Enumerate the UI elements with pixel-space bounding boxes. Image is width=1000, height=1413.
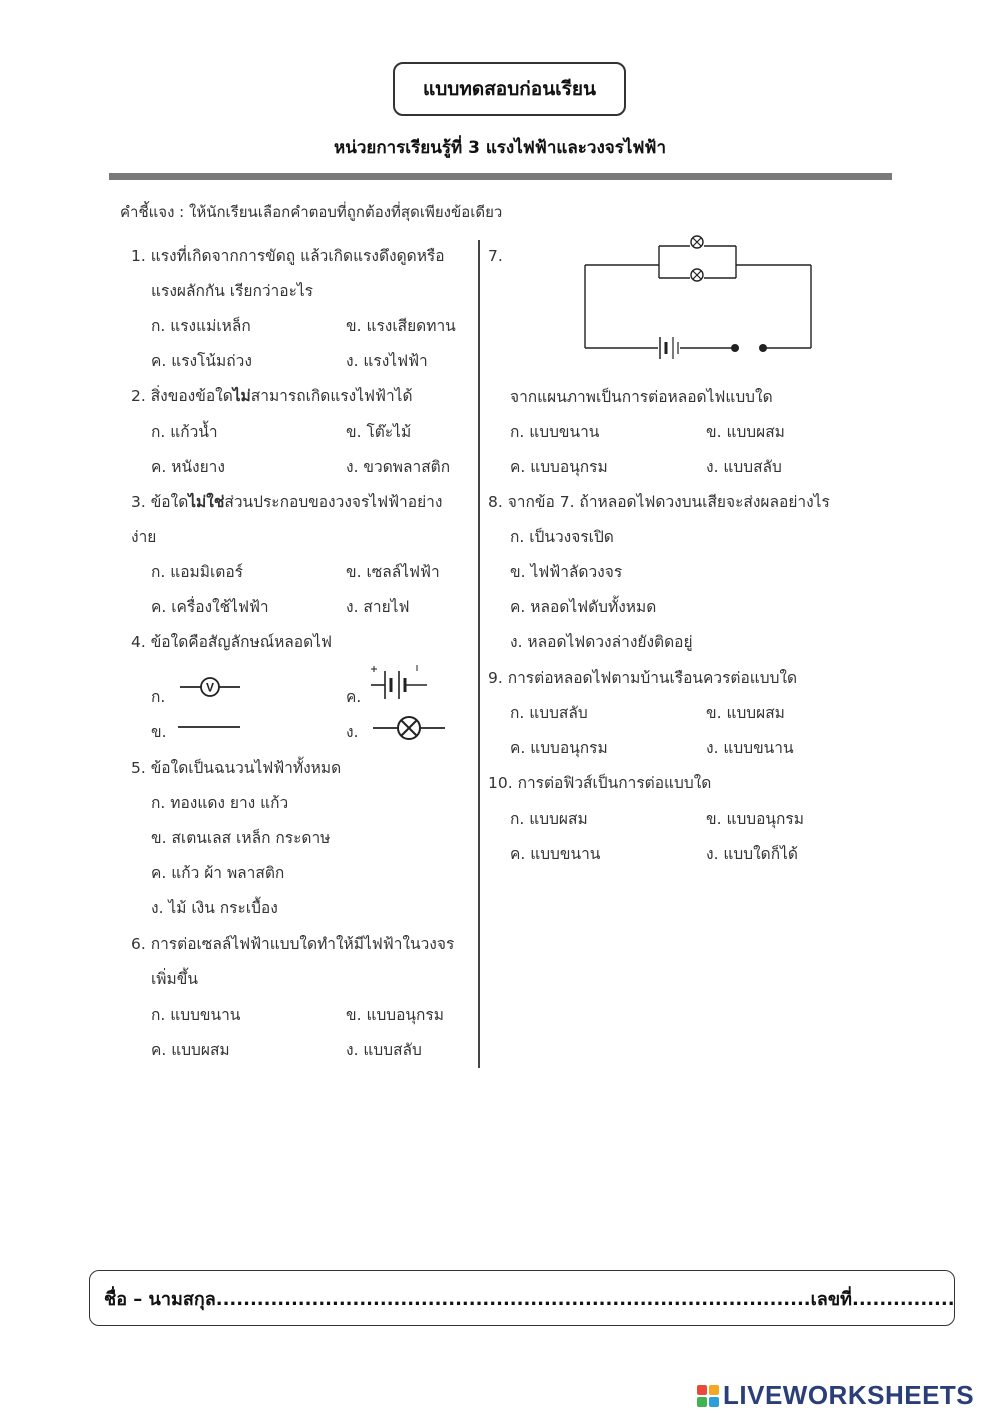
- q3-choice-c[interactable]: ค. เครื่องใช้ไฟฟ้า: [151, 598, 269, 616]
- q8-choice-c[interactable]: ค. หลอดไฟดับทั้งหมด: [510, 598, 657, 616]
- q3-stem-bold: ไม่ใช่: [188, 493, 225, 511]
- q5-choice-a[interactable]: ก. ทองแดง ยาง แก้ว: [151, 794, 289, 812]
- q10-choice-c[interactable]: ค. แบบขนาน: [510, 845, 601, 863]
- q8-stem: 8. จากข้อ 7. ถ้าหลอดไฟดวงบนเสียจะส่งผลอย่างไร: [488, 493, 830, 511]
- q6-stem-line1: 6. การต่อเซลล์ไฟฟ้าแบบใดทำให้มีไฟฟ้าในวงจร: [131, 935, 455, 953]
- voltmeter-symbol: [178, 674, 242, 700]
- q9-choice-c[interactable]: ค. แบบอนุกรม: [510, 739, 608, 757]
- q3-choice-d[interactable]: ง. สายไฟ: [346, 598, 410, 616]
- q5-choice-d[interactable]: ง. ไม้ เงิน กระเบื้อง: [151, 899, 278, 917]
- q1-choice-a[interactable]: ก. แรงแม่เหล็ก: [151, 317, 251, 335]
- q10-choice-a[interactable]: ก. แบบผสม: [510, 810, 588, 828]
- q3-stem: [131, 492, 442, 512]
- switch-icon: [731, 344, 767, 352]
- q4-choice-a[interactable]: ก.: [151, 688, 166, 706]
- q9-choice-d[interactable]: ง. แบบขนาน: [706, 739, 794, 757]
- q2-choice-a[interactable]: ก. แก้วน้ำ: [151, 423, 218, 441]
- q9-choice-b[interactable]: ข. แบบผสม: [706, 704, 785, 722]
- battery-icon: [660, 337, 678, 359]
- q4-choice-c[interactable]: ค.: [346, 688, 362, 706]
- q9-stem: 9. การต่อหลอดไฟตามบ้านเรือนควรต่อแบบใด: [488, 669, 798, 687]
- q8-choice-b[interactable]: ข. ไฟฟ้าลัดวงจร: [510, 563, 623, 581]
- lamp-top-icon: [691, 236, 703, 248]
- liveworksheets-logo-text: LIVEWORKSHEETS: [723, 1380, 975, 1410]
- bulb-symbol: [371, 714, 447, 742]
- q10-stem: 10. การต่อฟิวส์เป็นการต่อแบบใด: [488, 774, 712, 792]
- q3-choice-a[interactable]: ก. แอมมิเตอร์: [151, 563, 243, 581]
- worksheet-title-text: แบบทดสอบก่อนเรียน: [422, 78, 597, 100]
- parallel-circuit-diagram: [580, 232, 816, 362]
- q3-stem-line2: ง่าย: [131, 528, 157, 546]
- q7-stem: จากแผนภาพเป็นการต่อหลอดไฟแบบใด: [510, 388, 773, 406]
- q1-choice-d[interactable]: ง. แรงไฟฟ้า: [346, 352, 428, 370]
- header-rule: [109, 173, 892, 180]
- q2-stem-pre: 2. สิ่งของข้อใด: [131, 387, 233, 405]
- q1-choice-b[interactable]: ข. แรงเสียดทาน: [346, 317, 456, 335]
- wire-symbol: [176, 718, 242, 734]
- name-field-box[interactable]: [89, 1270, 955, 1326]
- q5-choice-c[interactable]: ค. แก้ว ผ้า พลาสติก: [151, 864, 285, 882]
- q2-stem: [131, 386, 413, 406]
- q6-choice-c[interactable]: ค. แบบผสม: [151, 1041, 230, 1059]
- q4-stem: 4. ข้อใดคือสัญลักษณ์หลอดไฟ: [131, 633, 332, 651]
- q4-choice-d[interactable]: ง.: [346, 723, 359, 741]
- unit-subtitle: หน่วยการเรียนรู้ที่ 3 แรงไฟฟ้าและวงจรไฟฟ้า: [334, 138, 666, 158]
- q7-choice-c[interactable]: ค. แบบอนุกรม: [510, 458, 608, 476]
- q5-stem: 5. ข้อใดเป็นฉนวนไฟฟ้าทั้งหมด: [131, 759, 342, 777]
- q10-choice-b[interactable]: ข. แบบอนุกรม: [706, 810, 804, 828]
- q7-number: 7.: [488, 247, 503, 265]
- q3-stem-pre: 3. ข้อใด: [131, 493, 189, 511]
- q2-choice-c[interactable]: ค. หนังยาง: [151, 458, 225, 476]
- name-field-label: ชื่อ – นามสกุล.......................................................................................เลขที่...............: [104, 1288, 955, 1310]
- worksheet-title: [393, 62, 626, 116]
- q4-choice-b[interactable]: ข.: [151, 723, 167, 741]
- q8-choice-d[interactable]: ง. หลอดไฟดวงล่างยังติดอยู่: [510, 633, 693, 651]
- q7-choice-a[interactable]: ก. แบบขนาน: [510, 423, 600, 441]
- q2-stem-post: สามารถเกิดแรงไฟฟ้าได้: [250, 387, 413, 405]
- q3-choice-b[interactable]: ข. เซลล์ไฟฟ้า: [346, 563, 440, 581]
- q9-choice-a[interactable]: ก. แบบสลับ: [510, 704, 588, 722]
- q2-stem-bold: ไม่: [232, 387, 251, 405]
- q1-stem-line2: แรงผลักกัน เรียกว่าอะไร: [151, 282, 314, 300]
- q6-choice-d[interactable]: ง. แบบสลับ: [346, 1041, 422, 1059]
- q8-choice-a[interactable]: ก. เป็นวงจรเปิด: [510, 528, 614, 546]
- q1-choice-c[interactable]: ค. แรงโน้มถ่วง: [151, 352, 252, 370]
- q2-choice-d[interactable]: ง. ขวดพลาสติก: [346, 458, 451, 476]
- lamp-bottom-icon: [691, 269, 703, 281]
- q3-stem-post: ส่วนประกอบของวงจรไฟฟ้าอย่าง: [224, 493, 443, 511]
- q6-stem-line2: เพิ่มขึ้น: [151, 970, 198, 988]
- column-divider: [478, 240, 480, 1068]
- q1-stem-line1: 1. แรงที่เกิดจากการขัดถู แล้วเกิดแรงดึงดูดหรือ: [131, 247, 445, 265]
- q7-choice-d[interactable]: ง. แบบสลับ: [706, 458, 782, 476]
- battery-symbol: [369, 661, 431, 703]
- q5-choice-b[interactable]: ข. สเตนเลส เหล็ก กระดาษ: [151, 829, 331, 847]
- instructions: คำชี้แจง : ให้นักเรียนเลือกคำตอบที่ถูกต้องที่สุดเพียงข้อเดียว: [120, 203, 503, 221]
- voltmeter-letter: V: [205, 680, 215, 695]
- q2-choice-b[interactable]: ข. โต๊ะไม้: [346, 423, 412, 441]
- q6-choice-a[interactable]: ก. แบบขนาน: [151, 1006, 241, 1024]
- q6-choice-b[interactable]: ข. แบบอนุกรม: [346, 1006, 444, 1024]
- q10-choice-d[interactable]: ง. แบบใดก็ได้: [706, 845, 798, 863]
- q7-choice-b[interactable]: ข. แบบผสม: [706, 423, 785, 441]
- liveworksheets-logo-icon: [697, 1385, 719, 1407]
- liveworksheets-logo: [697, 1380, 974, 1411]
